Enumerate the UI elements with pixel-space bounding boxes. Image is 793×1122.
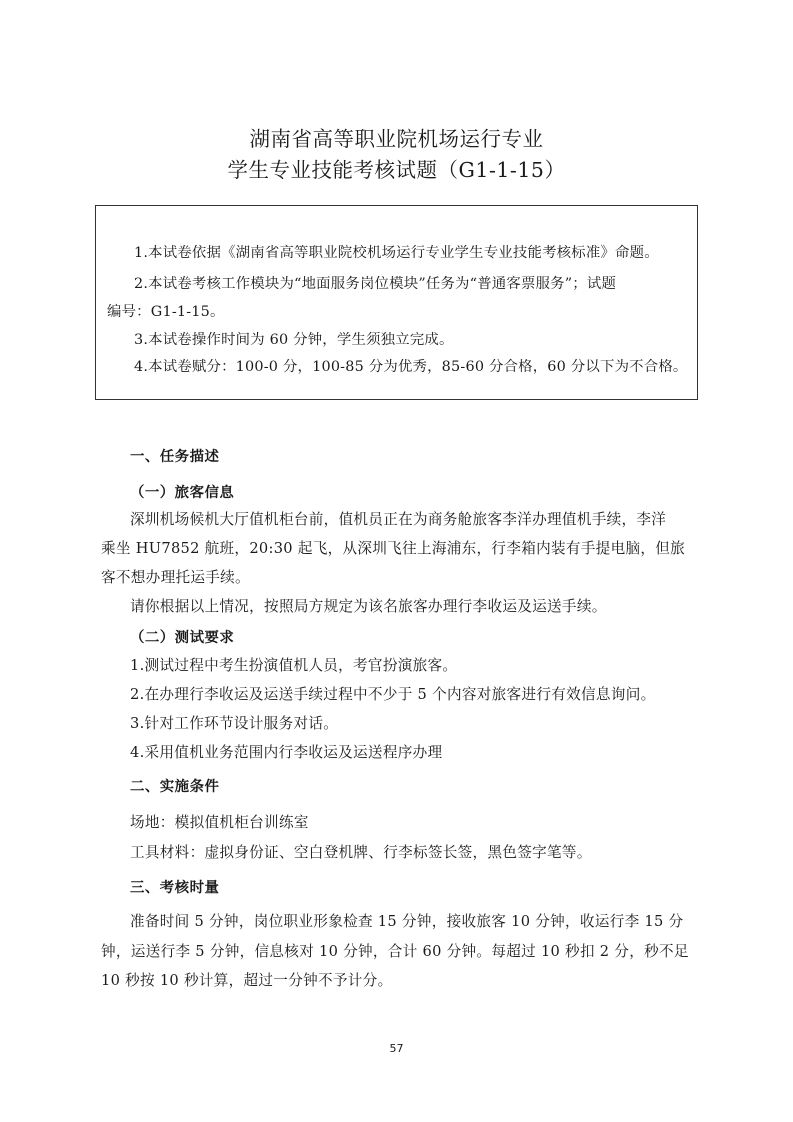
exam-notice-box	[95, 205, 698, 400]
notice-line: 2.本试卷考核工作模块为“地面服务岗位模块”任务为“普通客票服务”；试题	[134, 276, 617, 292]
section-heading-task: 一、任务描述	[130, 449, 220, 465]
paragraph-line: 乘坐 HU7852 航班，20:30 起飞，从深圳飞往上海浦东，行李箱内装有手提电脑，但旅	[101, 540, 686, 557]
paragraph-line: 钟，运送行李 5 分钟，信息核对 10 分钟，合计 60 分钟。每超过 10 秒扣 2 分，秒不足	[101, 943, 689, 960]
requirement-item: 2.在办理行李收运及运送手续过程中不少于 5 个内容对旅客进行有效信息询问。	[130, 686, 656, 703]
requirement-item: 3.针对工作环节设计服务对话。	[130, 715, 339, 732]
notice-line: 3.本试卷操作时间为 60 分钟，学生须独立完成。	[134, 332, 454, 348]
notice-line: 编号：G1-1-15。	[107, 304, 225, 320]
paragraph-line: 10 秒按 10 秒计算，超过一分钟不予计分。	[101, 972, 393, 989]
notice-line: 4.本试卷赋分：100-0 分，100-85 分为优秀，85-60 分合格，60 分以下为不合格。	[134, 359, 688, 375]
page-title-line-2: 学生专业技能考核试题（G1-1-15）	[227, 158, 566, 182]
paragraph-line: 客不想办理托运手续。	[101, 569, 250, 586]
subsection-heading-requirements: （二）测试要求	[130, 630, 235, 646]
paragraph-line: 请你根据以上情况，按照局方规定为该名旅客办理行李收运及运送手续。	[130, 598, 607, 615]
paragraph-line: 深圳机场候机大厅值机柜台前，值机员正在为商务舱旅客李洋办理值机手续，李洋	[130, 511, 667, 528]
section-heading-duration: 三、考核时量	[130, 880, 220, 896]
subsection-heading-passenger: （一）旅客信息	[130, 485, 235, 501]
page-title-line-1: 湖南省高等职业院机场运行专业	[249, 127, 544, 151]
paragraph-line: 工具材料：虚拟身份证、空白登机牌、行李标签长签，黑色签字笔等。	[130, 844, 592, 861]
notice-line: 1.本试卷依据《湖南省高等职业院校机场运行专业学生专业技能考核标准》命题。	[134, 245, 659, 261]
requirement-item: 4.采用值机业务范围内行李收运及运送程序办理	[130, 744, 443, 761]
paragraph-line: 场地：模拟值机柜台训练室	[130, 814, 309, 831]
section-heading-conditions: 二、实施条件	[130, 779, 220, 795]
requirement-item: 1.测试过程中考生扮演值机人员，考官扮演旅客。	[130, 657, 458, 674]
page-number: 57	[389, 1042, 404, 1055]
paragraph-line: 准备时间 5 分钟，岗位职业形象检查 15 分钟，接收旅客 10 分钟，收运行李 15 分	[130, 913, 684, 930]
